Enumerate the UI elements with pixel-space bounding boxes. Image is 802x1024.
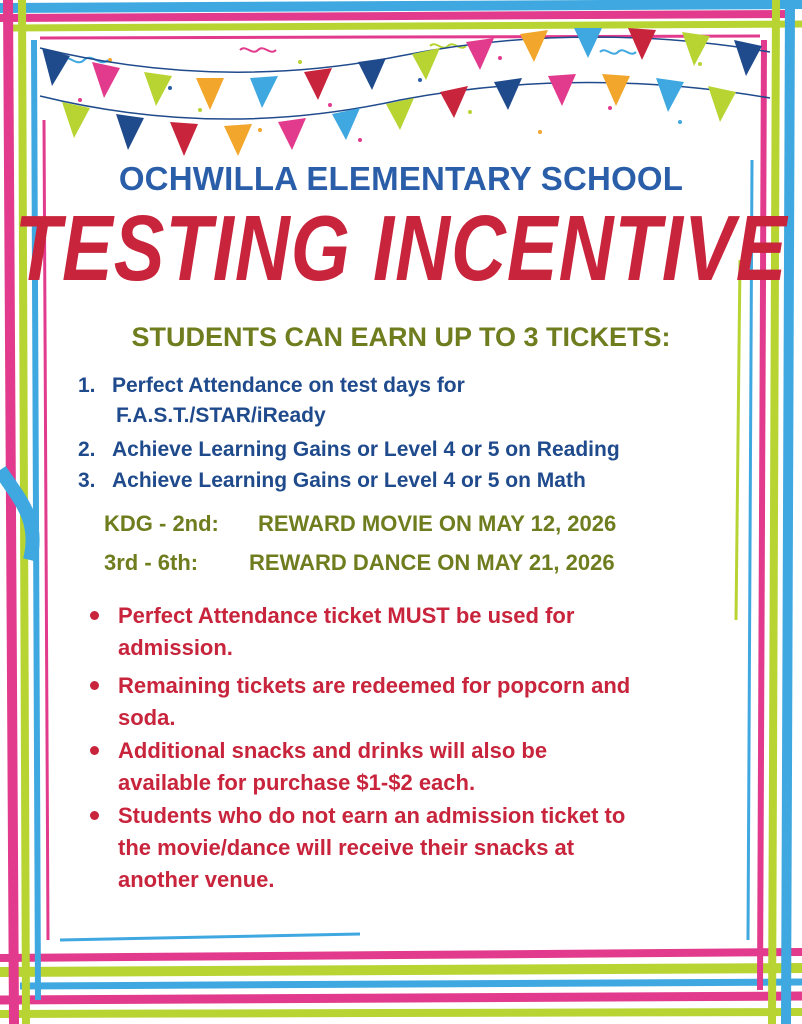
criteria-number: 2. (78, 438, 96, 461)
criteria-item (78, 437, 620, 463)
rule-line: admission. (118, 635, 233, 660)
rule-line: Students who do not earn an admission ticket to (118, 803, 626, 828)
rule-line: soda. (118, 705, 176, 730)
rule-line: the movie/dance will receive their snacks at (118, 835, 575, 860)
headline: TESTING INCENTIVE (14, 197, 788, 301)
bullet-dot (90, 746, 99, 755)
criteria-text: Achieve Learning Gains or Level 4 or 5 on Reading (112, 438, 620, 461)
event-reward: REWARD DANCE ON MAY 21, 2026 (249, 550, 615, 575)
criteria-text-continued: F.A.S.T./STAR/iReady (116, 404, 326, 427)
event-reward: REWARD MOVIE ON MAY 12, 2026 (258, 511, 617, 536)
criteria-number: 3. (78, 469, 96, 492)
event-grades: 3rd - 6th: (104, 550, 199, 575)
rule-text (118, 735, 738, 799)
rule-text (118, 600, 738, 664)
rule-line: Additional snacks and drinks will also be (118, 738, 548, 763)
criteria-text: Achieve Learning Gains or Level 4 or 5 on Math (112, 469, 586, 492)
rule-line: Remaining tickets are redeemed for popcorn and (118, 673, 631, 698)
bunting-string-upper (40, 37, 770, 72)
criteria-item (78, 373, 465, 399)
bunting-flags-upper (42, 28, 762, 110)
rule-line: available for purchase $1-$2 each. (118, 770, 476, 795)
criteria-item (78, 468, 586, 494)
criteria-text: Perfect Attendance on test days for (112, 374, 465, 397)
rule-text (118, 800, 738, 896)
school-name: OCHWILLA ELEMENTARY SCHOOL (118, 160, 684, 197)
tickets-subhead: STUDENTS CAN EARN UP TO 3 TICKETS: (131, 322, 671, 352)
streamers (60, 44, 636, 62)
bunting-banner (0, 0, 802, 160)
bullet-dot (90, 681, 99, 690)
rule-line: another venue. (118, 867, 275, 892)
bullet-dot (90, 611, 99, 620)
bullet-dot (90, 811, 99, 820)
event-grades: KDG - 2nd: (104, 511, 219, 536)
criteria-number: 1. (78, 374, 96, 397)
rule-text (118, 670, 738, 734)
rule-line: Perfect Attendance ticket MUST be used for (118, 603, 575, 628)
